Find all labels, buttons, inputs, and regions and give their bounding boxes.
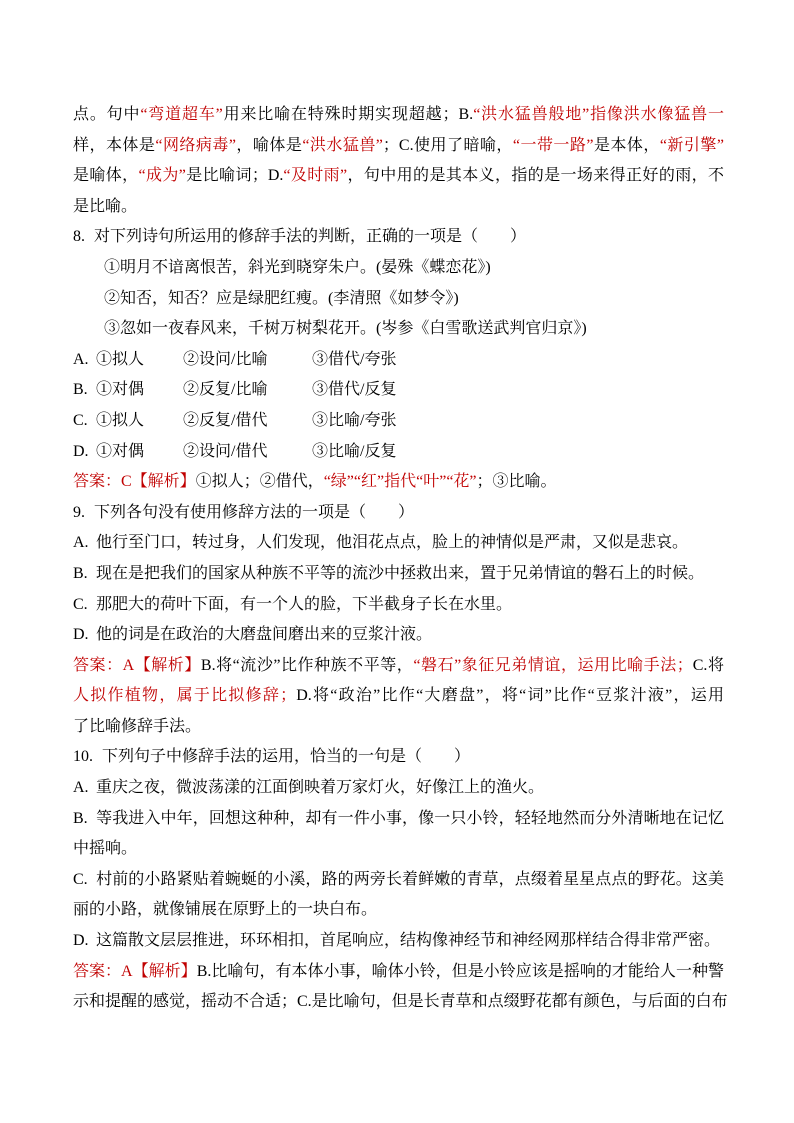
previous-explanation [73, 100, 724, 222]
document-content [73, 100, 728, 1018]
option-text: 村前的小路紧贴着蜿蜒的小溪，路的两旁长着鲜嫩的青草，点缀着星星点点的野花。这美 [96, 870, 724, 888]
option-d [73, 437, 724, 468]
text-run: B.将“流沙”比作种族不平等， [200, 656, 414, 674]
explanation-line [73, 161, 724, 192]
text-run: B.比喻句，有本体小事，喻体小铃，但是小铃应该是摇响的才能给人一种警 [196, 962, 724, 980]
option-c [73, 865, 724, 896]
question-stem [73, 742, 724, 773]
answer-line [73, 681, 724, 712]
highlighted-text: “弯道超车” [140, 106, 223, 123]
text-run: 是本体， [593, 136, 660, 154]
text-run: 是比喻。 [73, 197, 138, 215]
option-part: ③比喻/反复 [312, 442, 397, 460]
option-label: C. [73, 595, 88, 613]
text-run: 了比喻修辞手法。 [73, 717, 202, 735]
option-b [73, 559, 724, 590]
text-run: ，喻体是 [235, 136, 303, 154]
option-part: ③比喻/夸张 [312, 411, 397, 429]
answer-explanation [73, 651, 724, 743]
option-label: C. [73, 870, 88, 888]
option-a [73, 528, 724, 559]
option-text: 等我进入中年，回想这种种，却有一件小事，像一只小铃，轻轻地然而分外清晰地在记忆 [96, 809, 724, 827]
answer-explanation [73, 957, 728, 1018]
option-part: ③借代/夸张 [312, 350, 397, 368]
option-d [73, 926, 724, 957]
text-run: ；③比喻。 [476, 473, 557, 491]
answer-line [73, 651, 724, 682]
option-label: A. [73, 779, 89, 797]
question-number: 8. [73, 228, 85, 246]
option-text: 他行至门口，转过身，人们发现，他泪花点点，脸上的神情似是严肃，又似是悲哀。 [96, 534, 689, 552]
text-run: C.将 [692, 656, 724, 674]
question-text: 对下列诗句所运用的修辞手法的判断，正确的一项是（ ） [94, 228, 527, 246]
option-part: ①拟人 [96, 350, 145, 368]
option-text: 重庆之夜，微波荡漾的江面倒映着万家灯火，好像江上的渔火。 [96, 779, 545, 797]
option-part: ②设问/比喻 [183, 350, 268, 368]
poem-line: ①明月不谙离恨苦，斜光到晓穿朱户。(晏殊《蝶恋花》) [104, 258, 491, 276]
highlighted-text: “洪水猛兽般地”指像洪水像猛兽一 [473, 106, 724, 123]
option-c [73, 406, 724, 437]
explanation-line [73, 131, 724, 162]
highlighted-text: 人拟作植物，属于比拟修辞； [73, 687, 297, 705]
answer-line [73, 957, 724, 988]
option-part: ②反复/借代 [183, 411, 268, 429]
text-run: 示和提醒的感觉，摇动不合适；C.是比喻句，但是长青草和点缀野花都有颜色，与后面的白布 [73, 993, 728, 1011]
option-b-continued [73, 834, 724, 865]
question-8 [73, 222, 724, 497]
highlighted-text: “新引擎” [659, 136, 724, 154]
question-number: 10. [73, 748, 93, 766]
option-d [73, 620, 724, 651]
highlighted-text: 答案：C【解析】 [73, 473, 196, 491]
option-label: A. [73, 534, 89, 552]
highlighted-text: 答案：A【解析】 [73, 962, 197, 980]
question-stem [73, 222, 724, 253]
option-label: D. [73, 932, 89, 950]
text-run: 用来比喻在特殊时期实现超越；B. [222, 106, 474, 123]
option-part: ②反复/比喻 [183, 381, 268, 399]
option-label: D. [73, 442, 89, 460]
option-part: ①对偶 [96, 442, 145, 460]
option-label: B. [73, 809, 88, 827]
option-c [73, 590, 724, 621]
option-part: ②设问/借代 [183, 442, 268, 460]
option-c-continued [73, 895, 724, 926]
highlighted-text: 答案：A【解析】 [73, 656, 201, 674]
answer-explanation [73, 467, 724, 498]
option-label: B. [73, 564, 88, 582]
highlighted-text: “一带一路” [512, 136, 594, 154]
explanation-line [73, 100, 724, 131]
text-run: ①拟人；②借代， [195, 473, 324, 491]
explanation-line [73, 192, 724, 223]
option-text: 他的词是在政治的大磨盘间磨出来的豆浆汁液。 [96, 626, 433, 644]
text-run: 是喻体， [73, 167, 139, 185]
option-text: 这篇散文层层推进，环环相扣，首尾响应，结构像神经节和神经网那样结合得非常严密。 [96, 932, 721, 950]
option-b [73, 375, 724, 406]
option-label: D. [73, 626, 89, 644]
option-text: 丽的小路，就像铺展在原野上的一块白布。 [73, 901, 378, 919]
option-a [73, 773, 724, 804]
highlighted-text: “绿”“红”指代“叶”“花” [323, 473, 477, 491]
option-a [73, 345, 724, 376]
answer-line [73, 712, 724, 743]
question-number: 9. [73, 503, 85, 521]
question-stem [73, 498, 724, 529]
option-part: ③借代/反复 [312, 381, 397, 399]
highlighted-text: “及时雨” [283, 167, 348, 185]
highlighted-text: “洪水猛兽” [302, 136, 383, 154]
text-run: 点。句中 [73, 106, 141, 123]
option-label: C. [73, 411, 88, 429]
answer-line [73, 467, 724, 498]
question-text: 下列各句没有使用修辞方法的一项是（ ） [94, 503, 415, 521]
option-text: 中摇响。 [73, 840, 138, 858]
text-run: ，句中用的是其本义，指的是一场来得正好的雨，不 [347, 167, 724, 185]
poem-line: ②知否，知否？应是绿肥红瘦。(李清照《如梦令》) [104, 289, 459, 307]
option-text: 那肥大的荷叶下面，有一个人的脸，下半截身子长在水里。 [96, 595, 513, 613]
answer-line [73, 987, 728, 1018]
option-text: 现在是把我们的国家从种族不平等的流沙中拯救出来，置于兄弟情谊的磐石上的时候。 [96, 564, 705, 582]
highlighted-text: “成为” [138, 167, 186, 185]
text-run: D.将“政治”比作“大磨盘”，将“词”比作“豆浆汁液”，运用 [296, 687, 724, 705]
highlighted-text: “磐石”象征兄弟情谊，运用比喻手法； [413, 656, 693, 674]
option-part: ①拟人 [96, 411, 145, 429]
question-10 [73, 742, 728, 1017]
text-run: 样，本体是 [73, 136, 156, 154]
poem-line: ③忽如一夜春风来，千树万树梨花开。(岑参《白雪歌送武判官归京》) [104, 320, 587, 338]
option-part: ①对偶 [96, 381, 145, 399]
question-list [73, 222, 728, 1017]
question-text: 下列句子中修辞手法的运用，恰当的一句是（ ） [102, 748, 471, 766]
highlighted-text: “网络病毒” [155, 136, 236, 154]
text-run: 是比喻词；D. [185, 167, 284, 185]
question-9 [73, 498, 724, 743]
option-b [73, 804, 724, 835]
text-run: ；C.使用了暗喻， [382, 136, 513, 154]
option-label: A. [73, 350, 89, 368]
option-label: B. [73, 381, 88, 399]
